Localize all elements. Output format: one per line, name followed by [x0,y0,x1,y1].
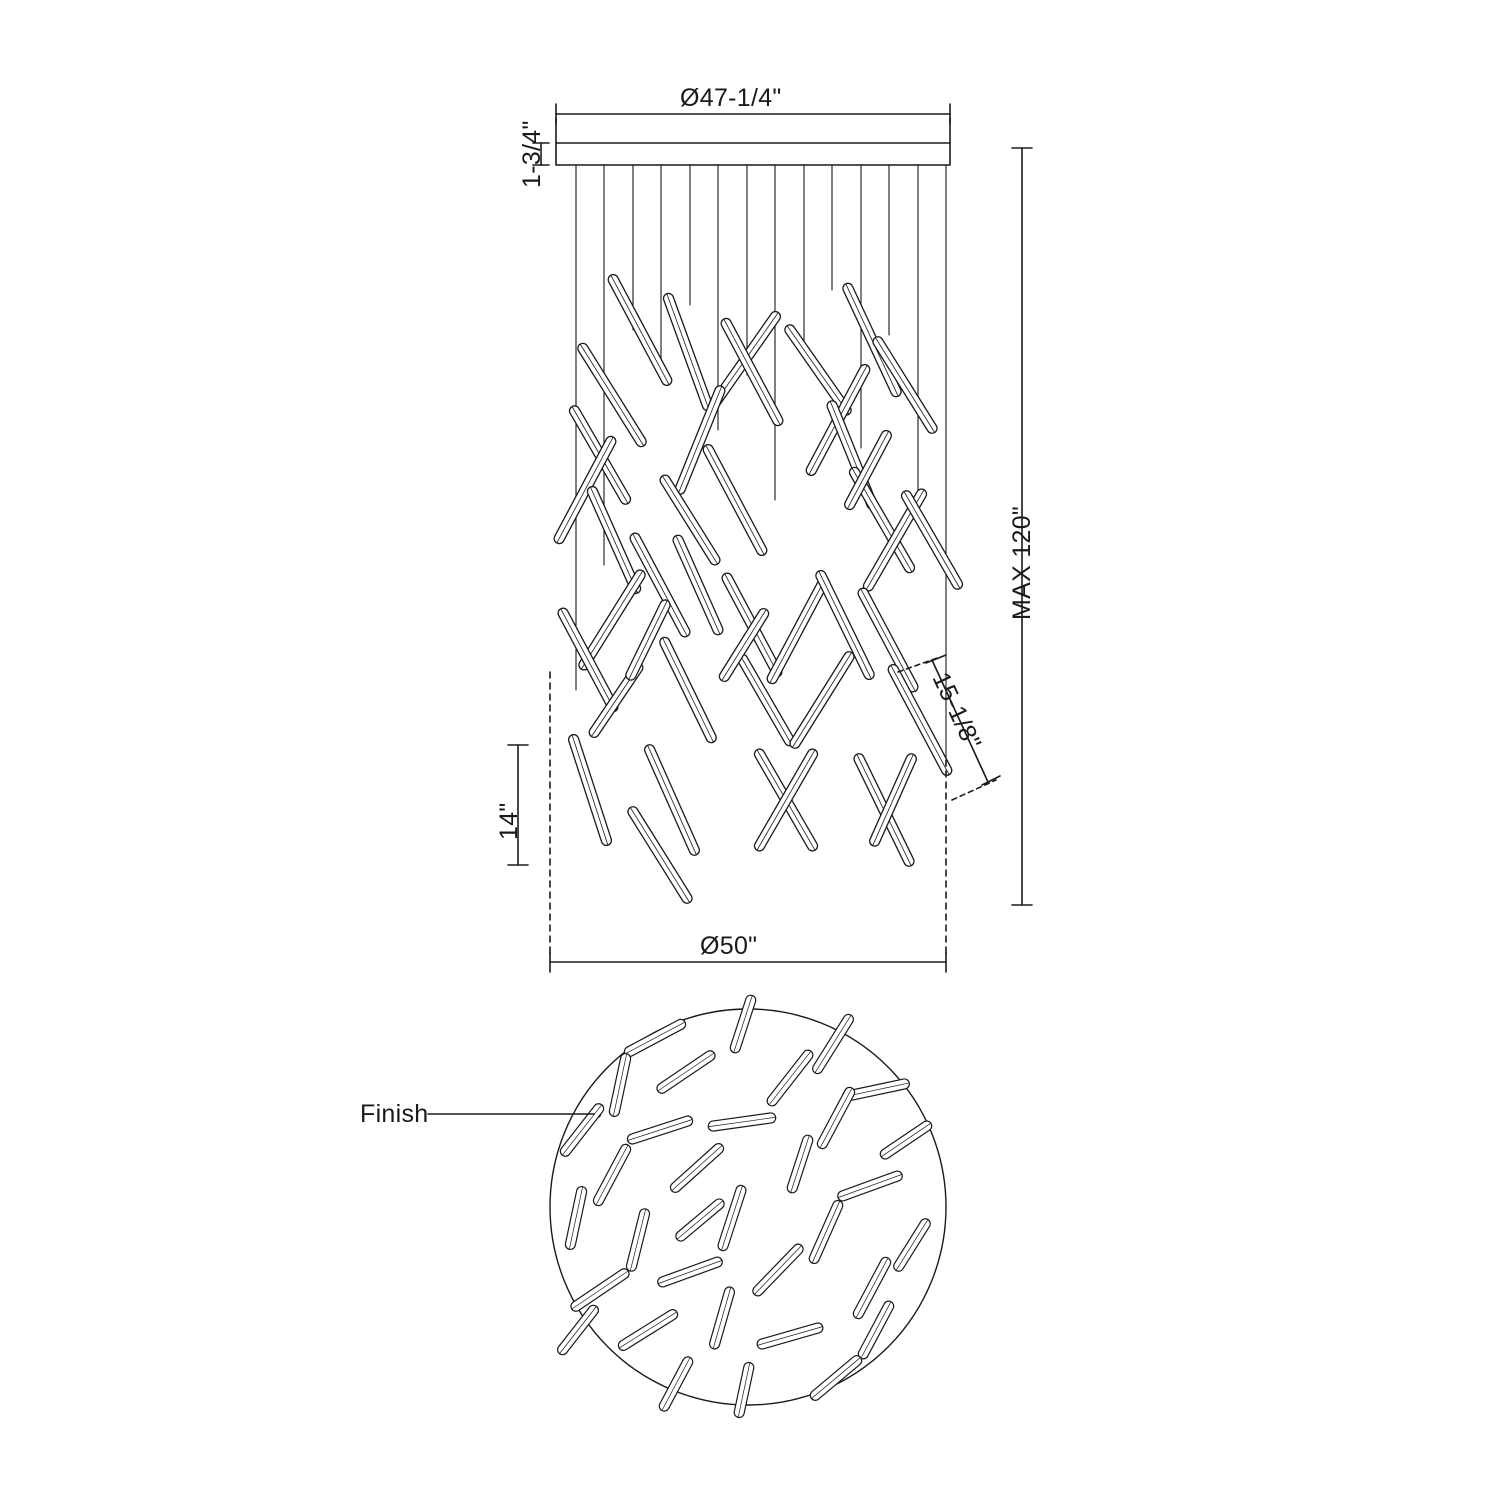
rod-length-label: 15-1/8" [926,668,987,755]
finish-callout-label: Finish [360,1100,429,1128]
elevation-rods [552,273,964,905]
canopy-diameter-label: Ø47-1/4" [680,84,782,112]
max-drop-label: MAX 120" [1008,505,1036,620]
bottom-offset-label: 14" [495,802,523,840]
plan-view [550,1009,946,1405]
canopy-height-label: 1-3/4" [518,120,546,188]
overall-diameter-label: Ø50" [700,932,758,960]
canopy [556,143,950,165]
